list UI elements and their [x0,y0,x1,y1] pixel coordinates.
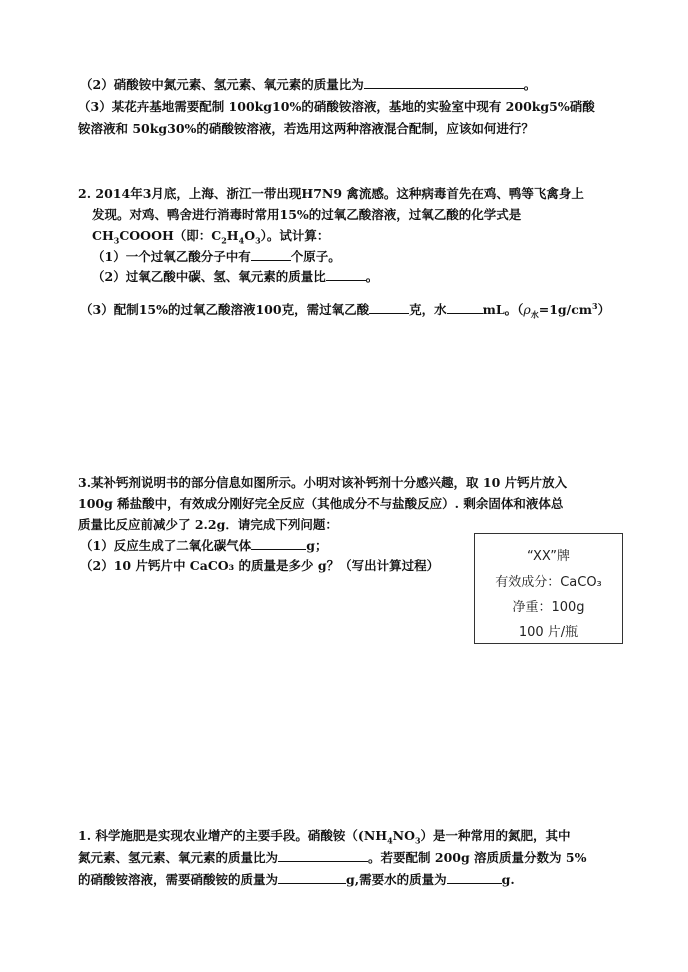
formula-subscript: 2 [221,235,227,246]
q4-text: ）是一种常用的氮肥，其中 [420,828,571,843]
q2-part1-text: （1）一个过氧乙酸分子中有 [92,249,251,264]
q3-part1-text: （1）反应生成了二氧化碳气体 [80,538,252,553]
q4-line1 [78,827,571,850]
q3-line2: 100g 稀盐酸中，有效成分刚好完全反应（其他成分不与盐酸反应）. 剩余固体和液体总 [78,496,564,511]
formula-subscript: 3 [255,235,261,246]
q4-text: 。若要配制 200g 溶质质量分数为 5% [368,850,587,865]
formula-text: H [226,228,239,243]
q4-text: NO [392,828,415,843]
q2-line2: 发现。对鸡、鸭舍进行消毒时常用15%的过氧乙酸溶液，过氧乙酸的化学式是 [92,207,522,222]
q3-part1-end: g； [306,538,328,553]
q2-part3 [80,297,610,324]
q4-text: g,需要水的质量为 [346,872,447,887]
density-symbol: ρ [523,302,531,318]
q1-part3-line1: （3）某花卉基地需要配制 100kg10%的硝酸铵溶液，基地的实验室中现有 200kg5%硝酸 [78,99,595,114]
answer-blank[interactable] [364,76,524,89]
q2-part1 [92,248,341,266]
answer-blank[interactable] [251,537,306,550]
q4-text: 的硝酸铵溶液，需要硝酸铵的质量为 [78,872,279,887]
q4-line2 [78,849,586,867]
formula-text: O [244,228,256,243]
q1-part2-end: 。 [523,77,537,92]
q4-text: 1. 科学施肥是实现农业增产的主要手段。硝酸铵（(NH [78,828,388,843]
answer-blank[interactable] [251,248,291,261]
density-subscript: 水 [530,309,539,320]
q4-text: g. [501,872,515,887]
q2-part3-text: （3）配制15%的过氧乙酸溶液100克，需过氧乙酸 [80,302,370,318]
product-label-box [474,533,623,644]
formula-text: COOOH（即：C [119,228,222,243]
q4-text: 氮元素、氢元素、氧元素的质量比为 [78,850,279,865]
q2-part2-end: 。 [365,269,379,284]
q3-part2: （2）10 片钙片中 CaCO₃ 的质量是多少 g？（写出计算过程） [80,558,440,573]
answer-blank[interactable] [326,268,366,281]
formula-text: ）。试计算： [260,228,330,243]
q2-part1-end: 个原子。 [290,249,341,264]
formula-subscript: 3 [113,235,120,246]
q1-part3-line2: 铵溶液和 50kg30%的硝酸铵溶液，若选用这两种溶液混合配制，应该如何进行？ [78,121,534,136]
q2-part3-text: 克，水 [409,302,447,318]
formula-subscript: 3 [414,835,421,846]
answer-blank[interactable] [278,849,368,862]
q2-line1: 2. 2014年3月底，上海、浙江一带出现H7N9 禽流感。这种病毒首先在鸡、鸭等飞禽身上 [78,186,584,201]
q4-line3 [78,871,515,889]
label-brand: “XX”牌 [527,549,570,564]
q3-line3: 质量比反应前减少了 2.2g．请完成下列问题： [78,517,338,532]
q2-formula-line [92,227,329,250]
answer-blank[interactable] [278,871,346,884]
q3-part1 [80,537,327,555]
q1-part2 [80,76,536,94]
q2-part3-text: ） [597,302,611,318]
formula-subscript: 4 [238,235,245,246]
q2-part2 [92,268,378,286]
label-ingredient: 有效成分：CaCO₃ [495,575,602,590]
q2-part3-text: mL。（ [482,302,524,318]
label-weight: 净重：100g [512,600,585,615]
q2-part3-text: =1g/cm [538,302,593,318]
answer-blank[interactable] [447,871,502,884]
q3-line1: 3.某补钙剂说明书的部分信息如图所示。小明对该补钙剂十分感兴趣，取 10 片钙片放入 [78,475,568,490]
formula-subscript: 4 [387,835,393,846]
formula-text: CH [92,228,114,243]
q2-part2-text: （2）过氧乙酸中碳、氢、氧元素的质量比 [92,269,326,284]
unit-superscript: 3 [592,301,598,311]
label-count: 100 片/瓶 [518,625,579,640]
answer-blank[interactable] [369,301,409,314]
answer-blank[interactable] [447,301,483,314]
q1-part2-text: （2）硝酸铵中氮元素、氢元素、氧元素的质量比为 [80,77,364,92]
